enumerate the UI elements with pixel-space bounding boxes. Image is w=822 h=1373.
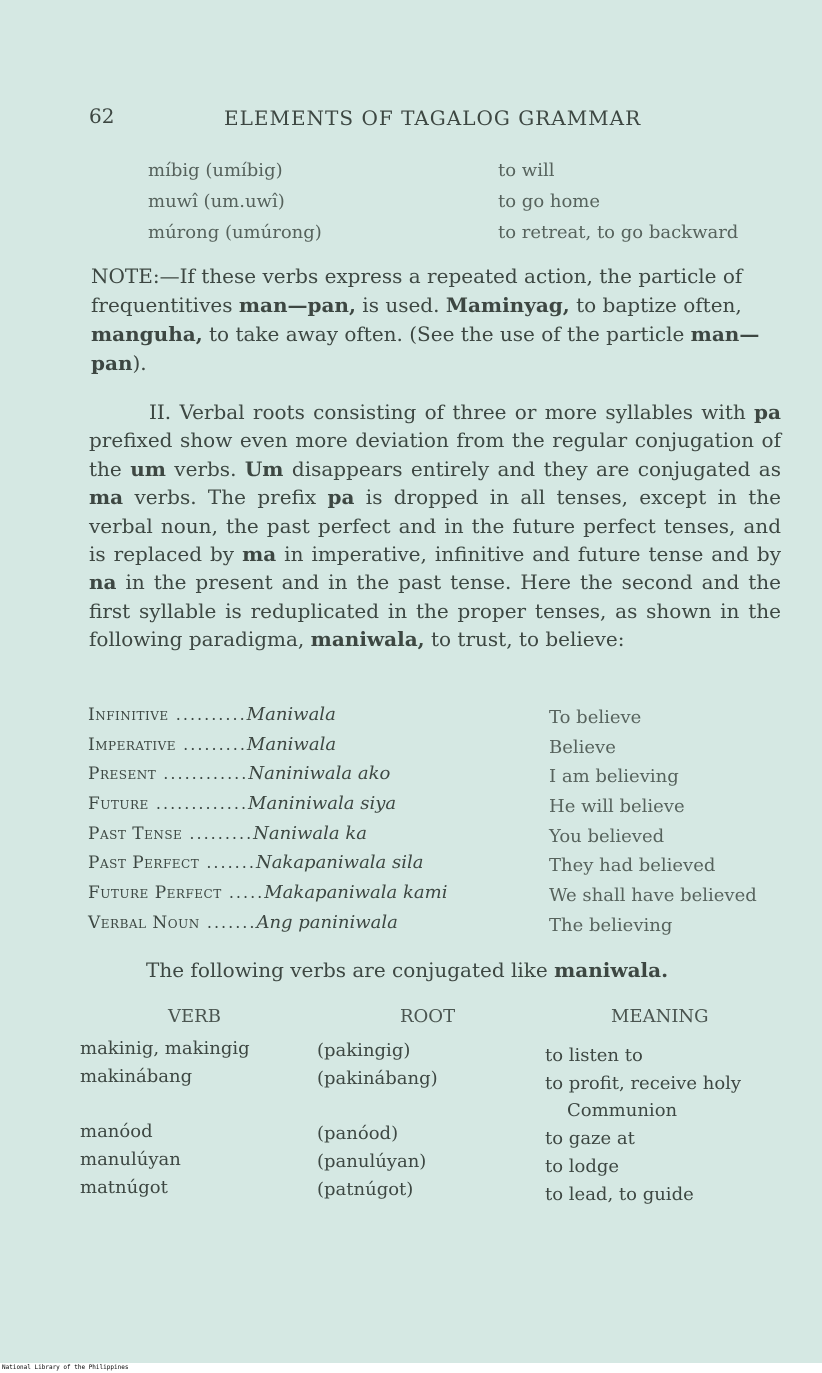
note-label: NOTE: — [91, 264, 160, 288]
english-gloss: Believe — [549, 736, 616, 758]
tense-label: Imperative — [88, 734, 177, 755]
para-bold: na — [89, 570, 117, 595]
verb-cell: matnúgot — [80, 1177, 168, 1198]
para-text: in imperative, infinitive and future tense and by — [276, 542, 781, 567]
dot-leader: ....... — [199, 853, 256, 873]
following-text: The following verbs are conjugated like — [146, 958, 555, 982]
meaning-cell — [545, 1181, 795, 1208]
section-ii-paragraph — [89, 398, 781, 654]
verb-form: múrong (umúrong) — [148, 222, 322, 243]
tagalog-form: Maniwala — [246, 733, 337, 755]
table-row — [80, 1038, 800, 1066]
note-bold: manguha, — [91, 322, 203, 346]
english-gloss: To believe — [549, 707, 642, 728]
para-bold: ma — [242, 542, 277, 567]
paradigm-row — [88, 704, 788, 734]
tense-label: Past Tense — [88, 823, 183, 844]
tagalog-form: Naniniwala ako — [248, 763, 391, 785]
meaning-cell — [545, 1125, 795, 1152]
paradigm-row — [88, 793, 788, 823]
para-text: prefixed show even more deviation from the regular conjugation of the — [89, 428, 781, 481]
meaning-text: to listen to — [545, 1045, 643, 1066]
verb-table — [80, 1006, 800, 1205]
para-bold: um — [130, 456, 166, 481]
list-item — [148, 222, 808, 253]
root-cell: (pakinábang) — [317, 1068, 438, 1089]
para-text: disappears entirely and they are conjugated as — [283, 456, 781, 481]
tagalog-form: Ang paniniwala — [256, 911, 398, 933]
page-number: 62 — [89, 104, 115, 128]
following-bold: maniwala. — [554, 958, 669, 982]
root-cell: (panulúyan) — [317, 1151, 427, 1172]
dot-leader: ......... — [182, 823, 254, 843]
meaning-text: to gaze at — [545, 1128, 635, 1149]
footer-credit: National Library of the Philippines — [2, 1364, 129, 1371]
dot-leader: ............ — [156, 764, 249, 784]
verb-cell: makinig, makingig — [80, 1038, 250, 1059]
verb-table-header — [80, 1006, 800, 1038]
para-bold: ma — [89, 485, 124, 510]
tagalog-form: Maniniwala siya — [248, 793, 397, 815]
note-paragraph — [91, 262, 781, 378]
verb-list-top — [148, 160, 808, 253]
note-text: —If these verbs express a repeated action, the particle of frequentitives — [91, 264, 743, 317]
tagalog-form: Nakapaniwala sila — [255, 852, 424, 874]
meaning-continuation: Communion — [567, 1100, 678, 1121]
english-gloss: They had believed — [549, 855, 716, 877]
verb-meaning: to will — [498, 160, 555, 181]
english-gloss: We shall have believed — [549, 885, 757, 907]
english-gloss: You believed — [549, 825, 665, 847]
dot-leader: ..... — [221, 883, 265, 903]
meaning-text: to profit, receive holy — [545, 1073, 742, 1094]
english-gloss: I am believing — [549, 766, 679, 788]
header-meaning: MEANING — [611, 1006, 709, 1027]
verb-form: míbig (umíbig) — [148, 160, 283, 181]
meaning-cell — [545, 1153, 795, 1180]
root-cell: (patnúgot) — [317, 1179, 414, 1200]
verb-cell: manóod — [80, 1121, 153, 1142]
tense-label: Infinitive — [88, 705, 169, 725]
table-row — [80, 1066, 800, 1121]
note-text: is used. — [355, 293, 446, 317]
tense-label: Present — [88, 764, 157, 785]
paradigm-row — [88, 852, 788, 882]
english-gloss: The believing — [549, 914, 673, 936]
note-bold: man—pan, — [238, 293, 356, 317]
header-verb: VERB — [168, 1006, 221, 1027]
verb-form: muwî (um.uwî) — [148, 191, 285, 212]
para-text: to trust, to believe: — [424, 627, 625, 652]
paradigm-table — [88, 704, 788, 942]
dot-leader: ......... — [176, 734, 247, 754]
tagalog-form: Makapaniwala kami — [264, 882, 448, 904]
note-bold: Maminyag, — [445, 293, 570, 317]
para-text: verbs. The prefix — [123, 485, 328, 510]
tagalog-form: Naniwala ka — [253, 822, 367, 844]
tense-label: Future Perfect — [88, 883, 222, 904]
dot-leader: .......... — [168, 705, 247, 724]
tense-label: Past Perfect — [88, 853, 200, 874]
note-text: ). — [132, 351, 147, 375]
paradigm-row — [88, 823, 788, 853]
english-gloss: He will believe — [549, 796, 685, 818]
meaning-text: to lead, to guide — [545, 1184, 694, 1205]
tense-label: Future — [88, 794, 149, 815]
root-cell: (panóod) — [317, 1123, 399, 1144]
tense-label: Verbal Noun — [88, 912, 200, 933]
para-bold: pa — [327, 485, 355, 510]
list-item — [148, 160, 808, 191]
para-bold: pa — [754, 400, 781, 424]
meaning-cell — [545, 1042, 795, 1069]
para-text: II. Verbal roots consisting of three or more syllables with — [149, 400, 755, 424]
note-bold: man—pan — [91, 322, 760, 375]
note-text: to take away often. (See the use of the particle — [202, 322, 691, 346]
following-sentence — [146, 958, 668, 982]
page-header — [0, 104, 822, 134]
root-cell: (pakingig) — [317, 1040, 411, 1061]
meaning-cell — [545, 1070, 795, 1124]
dot-leader: ....... — [199, 912, 257, 932]
para-text: in the present and in the past tense. Here the second and the first syllable is reduplicated in the proper tenses, as shown in the following paradigma, — [89, 570, 781, 652]
verb-meaning: to retreat, to go backward — [498, 222, 739, 243]
tagalog-form: Maniwala — [246, 704, 336, 725]
note-text: to baptize often, — [569, 293, 742, 317]
paradigm-row — [88, 734, 788, 764]
table-row — [80, 1121, 800, 1149]
paradigm-row — [88, 912, 788, 942]
verb-cell: makinábang — [80, 1066, 193, 1087]
verb-cell: manulúyan — [80, 1149, 181, 1170]
para-text: is dropped in all tenses, except in the verbal noun, the past perfect and in the future perfect tenses, and is replaced by — [89, 485, 781, 567]
running-title: ELEMENTS OF TAGALOG GRAMMAR — [224, 106, 642, 130]
list-item — [148, 191, 808, 222]
header-root: ROOT — [400, 1006, 456, 1027]
paradigm-row — [88, 882, 788, 912]
dot-leader: ............. — [148, 794, 249, 814]
para-bold: Um — [244, 456, 284, 481]
para-text: verbs. — [165, 456, 245, 481]
para-bold: maniwala, — [310, 627, 425, 652]
verb-meaning: to go home — [498, 191, 601, 212]
paradigm-row — [88, 763, 788, 793]
table-row — [80, 1149, 800, 1177]
meaning-text: to lodge — [545, 1156, 620, 1177]
table-row — [80, 1177, 800, 1205]
